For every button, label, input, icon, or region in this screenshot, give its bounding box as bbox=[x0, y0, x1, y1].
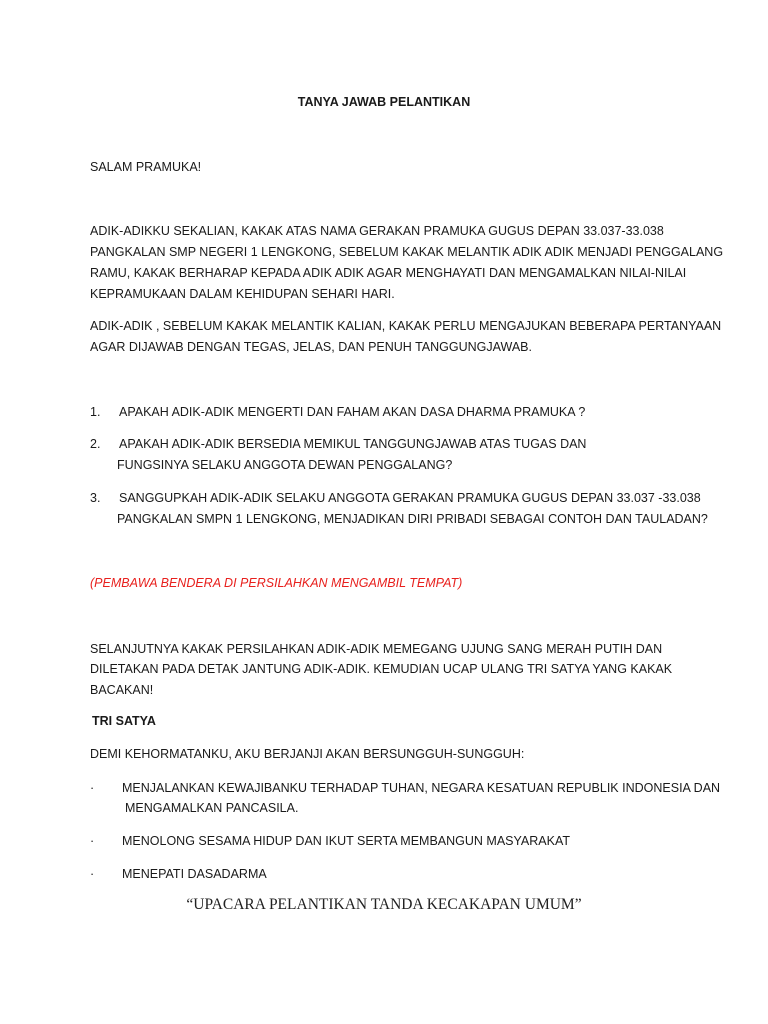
question-text: SANGGUPKAH ADIK-ADIK SELAKU ANGGOTA GERAKAN PRAMUKA GUGUS DEPAN 33.037 -33.038 bbox=[119, 491, 701, 505]
bullet-icon: · bbox=[90, 781, 95, 795]
tri-satya-heading: TRI SATYA bbox=[92, 714, 156, 728]
question-text: APAKAH ADIK-ADIK MENGERTI DAN FAHAM AKAN DASA DHARMA PRAMUKA ? bbox=[119, 405, 586, 419]
oath-item: MENGAMALKAN PANCASILA. bbox=[125, 801, 299, 815]
question-text: APAKAH ADIK-ADIK BERSEDIA MEMIKUL TANGGUNGJAWAB ATAS TUGAS DAN bbox=[119, 437, 587, 451]
oath-item: MENOLONG SESAMA HIDUP DAN IKUT SERTA MEMBANGUN MASYARAKAT bbox=[122, 834, 571, 848]
question-text: FUNGSINYA SELAKU ANGGOTA DEWAN PENGGALANG? bbox=[117, 458, 453, 472]
oath-item: MENJALANKAN KEWAJIBANKU TERHADAP TUHAN, NEGARA KESATUAN REPUBLIK INDONESIA DAN bbox=[122, 781, 721, 795]
paragraph-line: ADIK-ADIKKU SEKALIAN, KAKAK ATAS NAMA GERAKAN PRAMUKA GUGUS DEPAN 33.037-33.038 bbox=[90, 224, 664, 238]
question-number: 2. bbox=[90, 437, 101, 451]
paragraph-line: BACAKAN! bbox=[90, 683, 154, 697]
oath-item: MENEPATI DASADARMA bbox=[122, 867, 267, 881]
greeting: SALAM PRAMUKA! bbox=[90, 160, 202, 174]
question-text: PANGKALAN SMPN 1 LENGKONG, MENJADIKAN DIRI PRIBADI SEBAGAI CONTOH DAN TAULADAN? bbox=[117, 512, 708, 526]
paragraph-line: AGAR DIJAWAB DENGAN TEGAS, JELAS, DAN PENUH TANGGUNGJAWAB. bbox=[90, 340, 532, 354]
bullet-icon: · bbox=[90, 867, 95, 881]
question-number: 3. bbox=[90, 491, 101, 505]
question-number: 1. bbox=[90, 405, 101, 419]
paragraph-line: ADIK-ADIK , SEBELUM KAKAK MELANTIK KALIAN, KAKAK PERLU MENGAJUKAN BEBERAPA PERTANYAAN bbox=[90, 319, 722, 333]
bullet-icon: · bbox=[90, 834, 95, 848]
oath-intro: DEMI KEHORMATANKU, AKU BERJANJI AKAN BERSUNGGUH-SUNGGUH: bbox=[90, 747, 525, 761]
paragraph-line: DILETAKAN PADA DETAK JANTUNG ADIK-ADIK. KEMUDIAN UCAP ULANG TRI SATYA YANG KAKAK bbox=[90, 662, 673, 676]
document-title: TANYA JAWAB PELANTIKAN bbox=[297, 95, 471, 109]
paragraph-line: SELANJUTNYA KAKAK PERSILAHKAN ADIK-ADIK MEMEGANG UJUNG SANG MERAH PUTIH DAN bbox=[90, 642, 663, 656]
paragraph-line: RAMU, KAKAK BERHARAP KEPADA ADIK ADIK AGAR MENGHAYATI DAN MENGAMALKAN NILAI-NILAI bbox=[90, 266, 687, 280]
footer-heading: “UPACARA PELANTIKAN TANDA KECAKAPAN UMUM” bbox=[186, 896, 582, 913]
stage-note: (PEMBAWA BENDERA DI PERSILAHKAN MENGAMBIL TEMPAT) bbox=[90, 576, 463, 590]
paragraph-line: KEPRAMUKAAN DALAM KEHIDUPAN SEHARI HARI. bbox=[90, 287, 395, 301]
paragraph-line: PANGKALAN SMP NEGERI 1 LENGKONG, SEBELUM KAKAK MELANTIK ADIK ADIK MENJADI PENGGALANG bbox=[90, 245, 724, 259]
